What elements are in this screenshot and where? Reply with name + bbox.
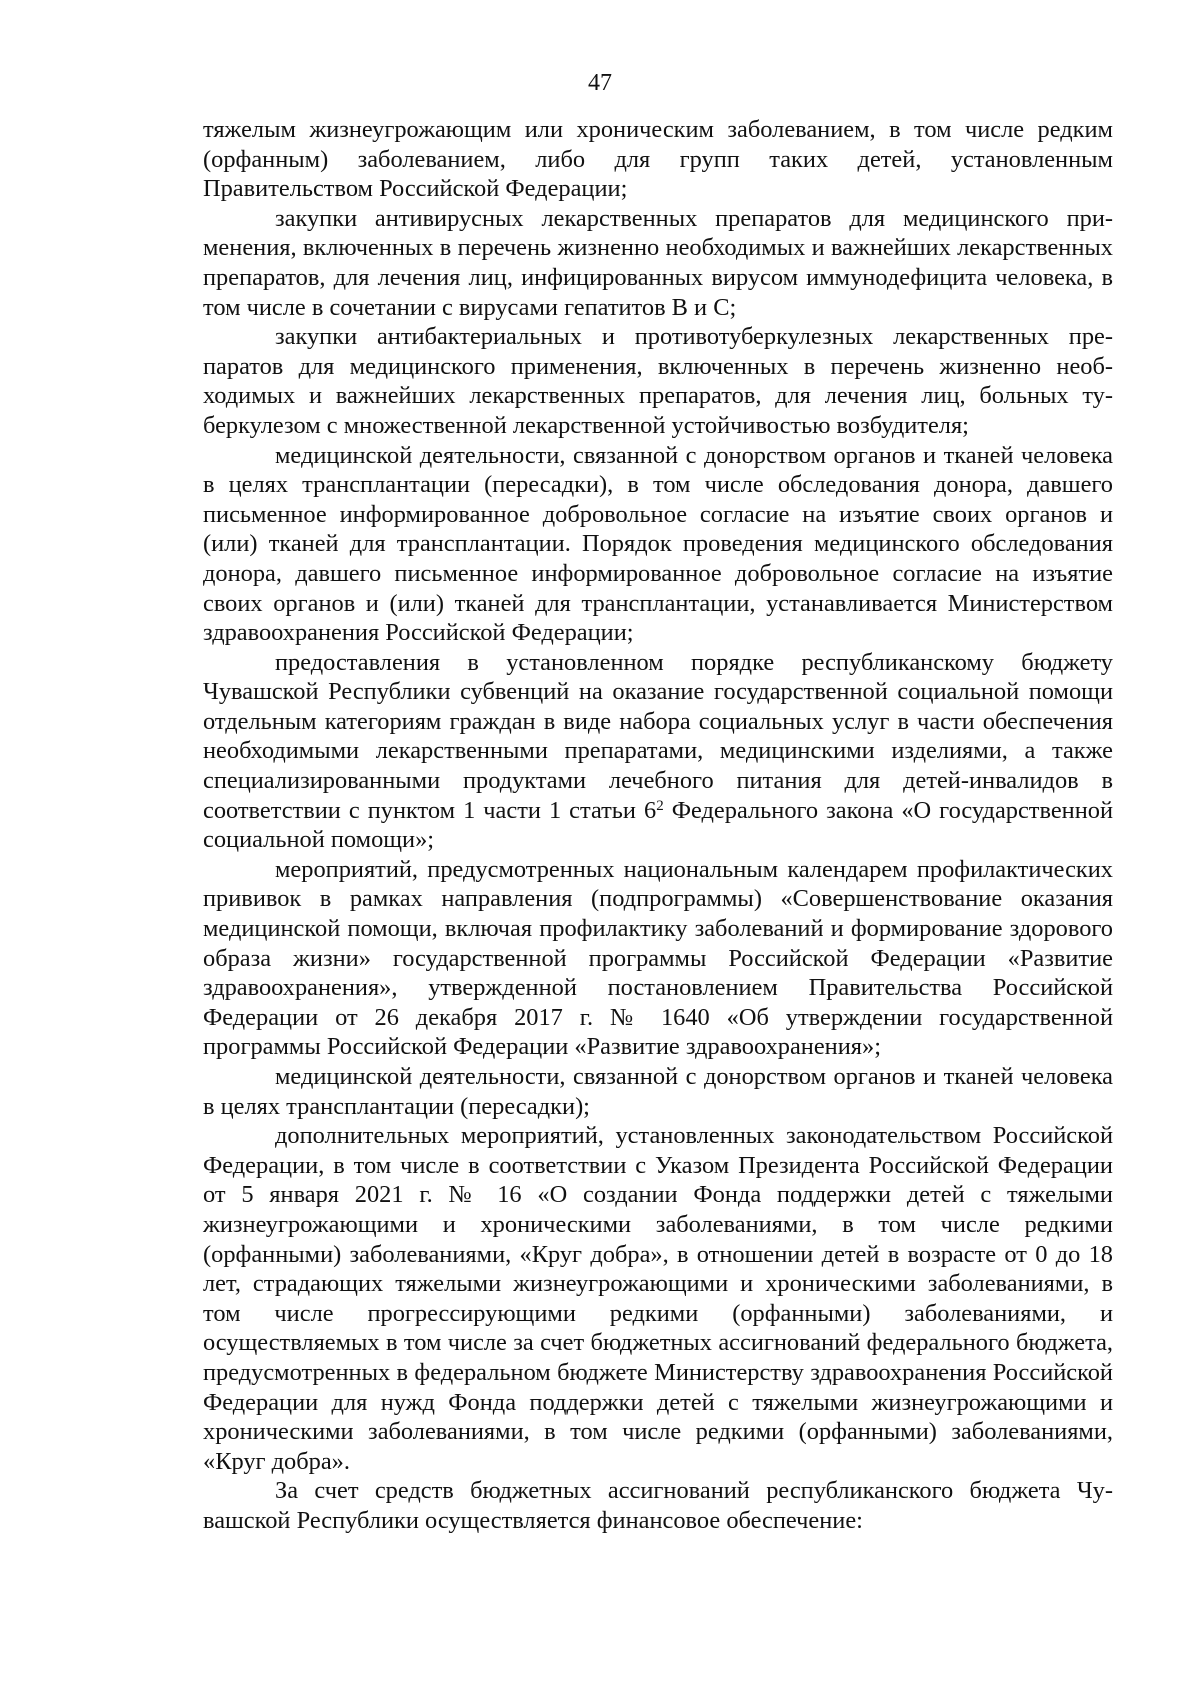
paragraph-transplantation: медицинской деятельности, связанной с донорством органов и тканей человека в целях трансплантации (пересадки); bbox=[203, 1063, 1113, 1120]
document-body bbox=[203, 115, 1113, 1536]
paragraph-antibacterial-drugs: закупки антибактериальных и противотуберкулезных лекарственных препаратов для медицинского применения, включенных в перечень жизненно необходимых и важнейших лекарственных препаратов, для лечения лиц, больных туберкулезом с множественной лекарственной устойчивостью возбудителя; bbox=[203, 323, 1113, 439]
subventions-text: предоставления в установленном порядке республиканскому бюджету Чувашской Республики субвенций на оказание государственной социальной помощи отдельным категориям граждан в виде набора социальных услуг в части обеспечения необходимыми лекарственными препаратами, медицинскими изделиями, а также специализированными продуктами лечебного питания для детей-инвалидов в соответствии с пунктом 1 части 1 статьи 6 bbox=[203, 648, 1113, 824]
paragraph-additional-measures: дополнительных мероприятий, установленных законодательством Российской Федерации, в том числе в соответствии с Указом Президента Российской Федерации от 5 января 2021 г. № 16 «О создании Фонда поддержки детей с тяжелыми жизнеугрожающими и хроническими заболеваниями, в том числе редкими (орфанными) заболеваниями, «Круг добра», в отношении детей в возрасте от 0 до 18 лет, страдающих тяжелыми жизнеугрожающими и хроническими заболеваниями, в том числе прогрессирующими редкими (орфанными) заболеваниями, и осуществляемых в том числе за счет бюджетных ассигнований федерального бюджета, предусмотренных в федеральном бюджете Министерству здравоохранения Российской Федерации для нужд Фонда поддержки детей с тяжелыми жизнеугрожающими и хроническими заболеваниями, в том числе редкими (орфанными) заболеваниями, «Круг добра». bbox=[203, 1122, 1113, 1475]
paragraph-republic-budget: За счет средств бюджетных ассигнований республиканского бюджета Чувашской Республики осуществляется финансовое обеспечение: bbox=[203, 1477, 1113, 1534]
paragraph-continuation: тяжелым жизнеугрожающим или хроническим заболеванием, в том числе редким (орфанным) заболеванием, либо для групп таких детей, установленным Правительством Российской Федерации; bbox=[203, 116, 1113, 203]
paragraph-subventions bbox=[203, 648, 1113, 855]
paragraph-vaccination-calendar: мероприятий, предусмотренных национальным календарем профилактических прививок в рамках направления (подпрограммы) «Совершенствование оказания медицинской помощи, включая профилактику заболеваний и формирование здорового образа жизни» государственной программы Российской Федерации «Развитие здравоохранения», утвержденной постановлением Правительства Российской Федерации от 26 декабря 2017 г. № 1640 «Об утверждении государственной программы Российской Федерации «Развитие здравоохранения»; bbox=[203, 855, 1113, 1061]
paragraph-antiviral-drugs: закупки антивирусных лекарственных препаратов для медицинского применения, включенных в перечень жизненно необходимых и важнейших лекарственных препаратов, для лечения лиц, инфицированных вирусом иммунодефицита человека, в том числе в сочетании с вирусами гепатитов B и C; bbox=[203, 204, 1113, 321]
page-number: 47 bbox=[588, 70, 612, 96]
paragraph-donor-examination: медицинской деятельности, связанной с донорством органов и тканей человека в целях трансплантации (пересадки), в том числе обследования донора, давшего письменное информированное добровольное согласие на изъятие своих органов и (или) тканей для трансплантации. Порядок проведения медицинского обследования донора, давшего письменное информированное добровольное согласие на изъятие своих органов и (или) тканей для трансплантации, устанавливается Министерством здравоохранения Российской Федерации; bbox=[203, 441, 1113, 647]
article-superscript: 2 bbox=[656, 797, 664, 814]
subventions-text-end: Федерального закона «О государственной социальной помощи»; bbox=[203, 796, 1114, 854]
